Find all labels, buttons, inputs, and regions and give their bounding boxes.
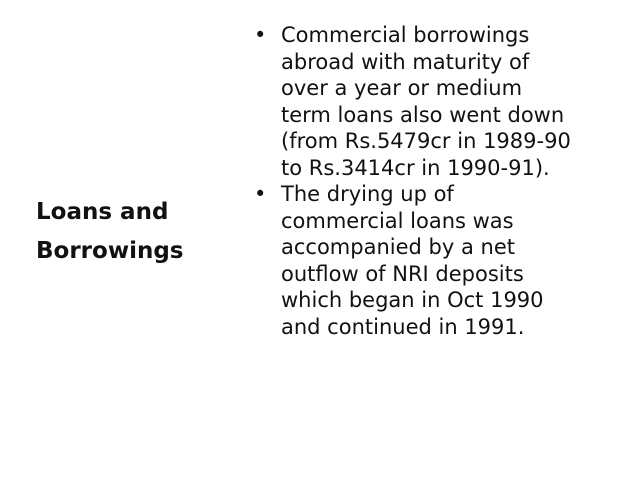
bullet-text-line: (from Rs.5479cr in 1989-90 (281, 129, 571, 153)
bullet-text-line: over a year or medium (281, 76, 523, 100)
bullet-list (254, 22, 604, 340)
bullet-item (254, 22, 604, 181)
bullet-text-line: abroad with maturity of (281, 49, 530, 74)
bullet-text-line: outflow of NRI deposits (281, 261, 524, 286)
bullet-item (254, 181, 604, 340)
bullet-text-line: commercial loans was (281, 208, 514, 233)
bullet-text-line: and continued in 1991. (281, 314, 525, 339)
heading-line-2: Borrowings (36, 238, 184, 264)
slide-heading (36, 193, 236, 271)
bullet-icon: • (254, 182, 267, 206)
bullet-text-line: Commercial borrowings (281, 23, 530, 47)
bullet-text-line: which began in Oct 1990 (281, 288, 544, 312)
bullet-icon: • (254, 23, 267, 47)
bullet-text-line: accompanied by a net (281, 235, 515, 259)
bullet-text-line: to Rs.3414cr in 1990-91). (281, 155, 550, 180)
bullet-text-line: The drying up of (281, 182, 454, 206)
bullet-text-line: term loans also went down (281, 102, 565, 127)
heading-line-1: Loans and (36, 199, 169, 225)
